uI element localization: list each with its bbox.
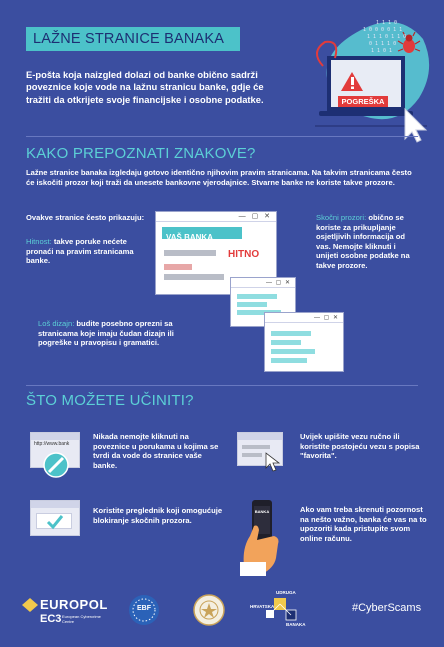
popup-blocker-icon [30,500,84,544]
window-titlebar [156,212,276,222]
section-heading-actions: ŠTO MOŽETE UČINITI? [26,392,194,409]
hub-bottom-text: BANAKA [286,622,306,627]
bank-banner [162,227,242,242]
hub-logo [250,590,310,632]
divider [26,385,418,386]
section-heading-recognize: KAKO PREPOZNATI ZNAKOVE? [26,145,256,162]
browser-typing-icon [237,432,287,476]
ebf-logo [128,594,160,626]
dizajn-term: Loš dizajn: [38,319,75,328]
ebf-text: EBF [137,605,151,612]
error-laptop-illustration [305,14,433,149]
dizajn-text: budite posebno oprezni sa stranicama koje imaju čudan dizajn ili pogreške u pravopisu i gramatici. [38,319,174,348]
skocni-term: Skočni prozori: [316,213,367,222]
binary-line-3: 1 1 1 0 1 1 0 [367,34,407,40]
skocni-tip [316,213,420,271]
placeholder-line [237,294,277,299]
placeholder-line [164,264,192,270]
page-title: LAŽNE STRANICE BANAKA [26,27,240,51]
error-label: POGREŠKA [341,97,385,106]
placeholder-line [271,331,311,336]
intro-text: E-pošta koja naizgled dolazi od banke obično sadrži poveznice koje vode na lažnu stranicu banke, gdje će tražiti da otkrijete svoje financijske i osobne podatke. [26,69,264,105]
phone-hand-icon [240,496,288,576]
hitnost-term: Hitnost: [26,237,52,246]
binary-line-1: 1 1 1 0 [376,20,398,26]
tip-block-popups: Koristite preglednik koji omogućuje blokiranje skočnih prozora. [93,506,223,525]
dizajn-tip [38,319,188,348]
tip-never-click: Nikada nemojte kliknuti na poveznice u porukama u kojima se tvrdi da vode do stranice vaše banke. [93,432,219,470]
placeholder-line [164,250,216,256]
europol-text: EUROPOL [40,597,108,612]
ec3-subtext: European Cybercrime Centre [62,614,101,624]
placeholder-line [271,340,301,345]
seal-logo [193,594,225,626]
binary-line-5: 1 1 0 1 [371,48,393,54]
hub-left-text: HRVATSKA [250,604,275,609]
shown-label: Ovakve stranice često prikazuju: [26,213,145,222]
ec3-text: EC3 [40,613,62,625]
placeholder-line [271,349,315,354]
binary-line-2: 1 0 0 0 0 1 1 [363,27,403,33]
divider [26,136,418,137]
browser-blocked-icon [30,432,82,480]
binary-line-4: 0 1 1 1 0 [369,41,397,47]
phone-bank-label: BANKA [254,509,270,514]
placeholder-line [237,302,267,307]
europol-ec3-logo [22,597,114,631]
hitnost-text: takve poruke nećete pronaći na pravim stranicama banke. [26,237,134,266]
window-controls: — ▢ ✕ [313,315,339,321]
window-controls: — ▢ ✕ [238,213,272,220]
hitnost-tip [26,237,148,266]
recognize-text: Lažne stranice banaka izgledaju gotovo identično njihovim pravim stranicama. Na takvim stranicama često će iskočiti prozor koji traži da unesete bankovne vjerodajnice. Stvarne banke ne koriste takve prozore. [26,168,412,187]
popup-window [264,312,344,372]
tip-type-manually: Uvijek upišite vezu ručno ili koristite postojeću vezu s popisa "favorita". [300,432,420,461]
skocni-text: obično se koriste za prikupljanje osjetljivih informacija od vas. Nemojte kliknuti i unijeti osobne podatke na takve prozore. [316,213,410,270]
window-controls: — ▢ ✕ [265,280,291,286]
placeholder-line [164,274,224,280]
placeholder-line [271,358,307,363]
bank-label: VAŠ BANKA [166,233,213,242]
urgent-label: HITNO [228,249,260,260]
hashtag: #CyberScams [352,602,422,614]
tip-bank-alert: Ako vam treba skrenuti pozornost na nešto važno, banka će vas na to upozoriti kada pristupite svom online računu. [300,505,427,543]
url-text: http://www.bank [34,441,70,447]
hub-top-text: UDRUGA [276,590,296,595]
